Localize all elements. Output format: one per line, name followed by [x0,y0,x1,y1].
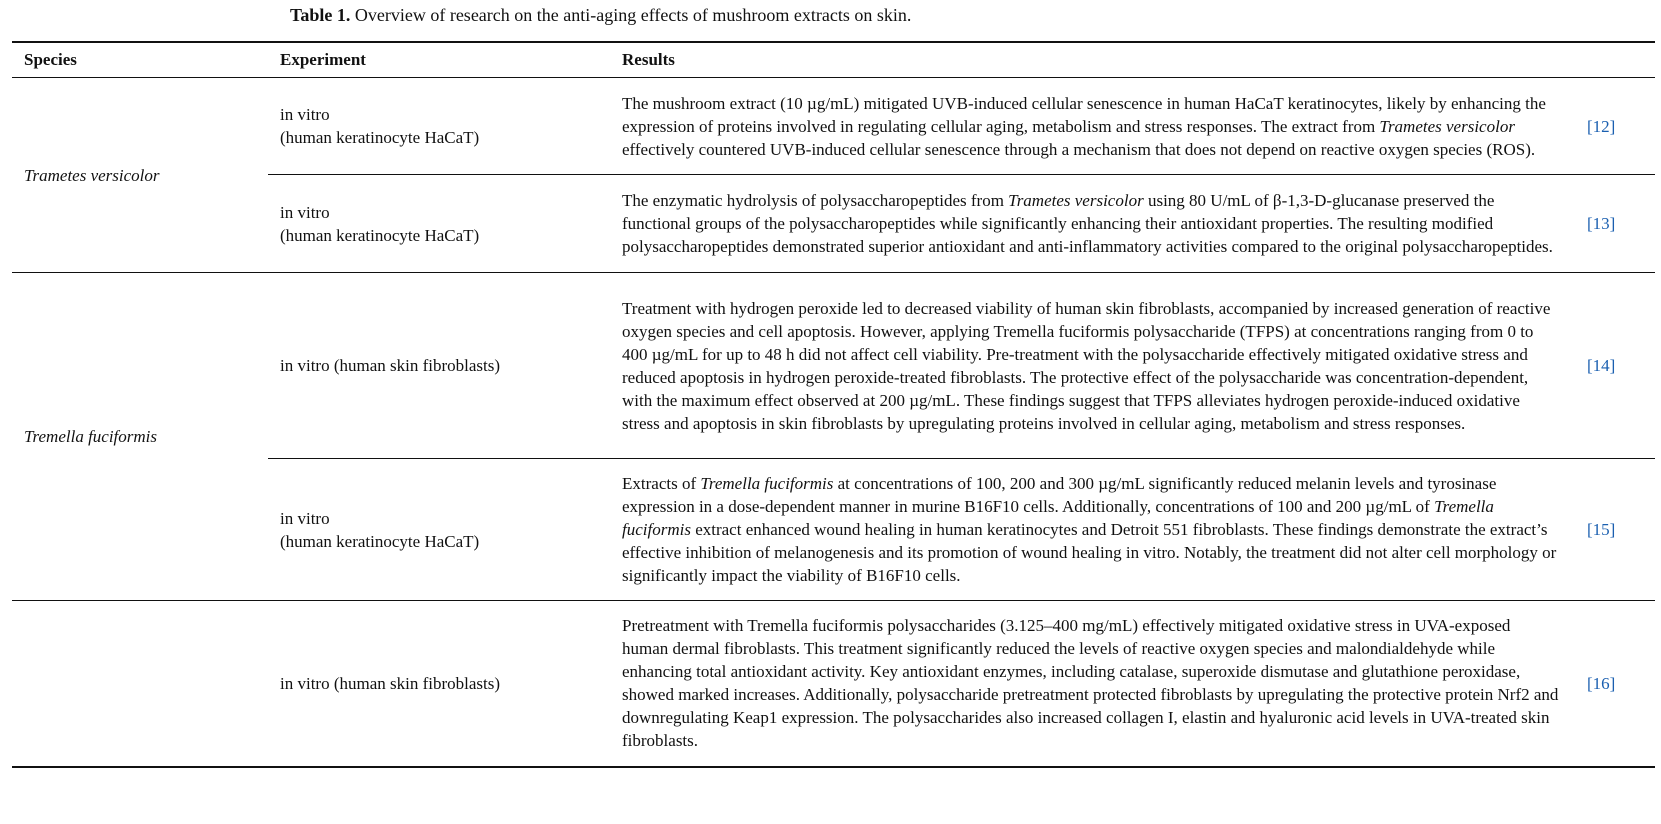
experiment-cell [268,78,619,175]
experiment-cell [268,175,619,273]
results-cell [619,175,1569,273]
header-row [12,42,1655,78]
reference-link[interactable]: [12] [1569,78,1655,175]
experiment-line: in vitro [280,508,330,528]
species-cell: Tremella fuciformis [12,273,268,601]
header-reference [1569,42,1655,78]
results-cell [619,601,1569,767]
experiment-line: (human keratinocyte HaCaT) [280,128,480,147]
results-text: Treatment with hydrogen peroxide led to decreased viability of human skin fibroblasts, accompanied by increased generation of reactive oxygen species and cell apoptosis. However, applying Tremella fuciformis polysaccharide (TFPS) at concentrations ranging from 0 to 400 µg/mL for up to 48 h did not affect cell viability. Pre-treatment with the polysaccharide effectively mitigated oxidative stress and reduced apoptosis in hydrogen peroxide-treated fibroblasts. The protective effect of the polysaccharide was concentration-dependent, with the maximum effect observed at 200 µg/mL. These findings suggest that TFPS alleviates hydrogen peroxide-induced oxidative stress and apoptosis in skin fibroblasts by upregulating proteins involved in cellular aging, metabolism and stress responses. [622,298,1551,433]
experiment-line: in vitro (human skin fibroblasts) [280,356,501,375]
experiment-cell [268,459,619,601]
header-experiment: Experiment [268,42,619,78]
results-text: Extracts of [622,474,701,493]
table-row [12,273,1655,459]
results-italic: Trametes versicolor [1379,116,1515,136]
caption-label: Table 1. [290,5,351,25]
results-text: The enzymatic hydrolysis of polysaccharopeptides from [622,191,1009,210]
caption-text: Overview of research on the anti-aging effects of mushroom extracts on skin. [354,5,912,25]
header-species: Species [12,42,268,78]
species-cell: Trametes versicolor [12,78,268,273]
results-text: using 80 U/mL of β-1,3-D-glucanase preserved the functional groups of the polysaccharopeptides while significantly enhancing their antioxidant properties. The resulting modified polysaccharopeptides demonstrated superior antioxidant and anti-inflammatory activities compared to the original polysaccharopeptides. [622,191,1553,256]
results-italic: Tremella fuciformis [622,497,1494,539]
results-cell [619,459,1569,601]
results-text: The mushroom extract (10 µg/mL) mitigated UVB-induced cellular senescence in human HaCaT keratinocytes, likely by enhancing the expression of proteins involved in regulating cellular aging, metabolism and stress responses. The extract from [622,93,1546,136]
table-caption [290,4,911,26]
results-text: at concentrations of 100, 200 and 300 µg/mL significantly reduced melanin levels and tyrosinase expression in a dose-dependent manner in murine B16F10 cells. Additionally, concentrations of 100 and 200 µg/mL of [622,474,1497,516]
results-text: Pretreatment with Tremella fuciformis polysaccharides (3.125–400 mg/mL) effectively mitigated oxidative stress in UVA-exposed human dermal fibroblasts. This treatment significantly reduced the levels of reactive oxygen species and malondialdehyde while enhancing total antioxidant activity. Key antioxidant enzymes, including catalase, superoxide dismutase and glutathione peroxidase, showed marked increases. Additionally, polysaccharide pretreatment protected fibroblasts by upregulating the protective protein Nrf2 and downregulating Keap1 expression. The polysaccharides also increased collagen I, elastin and hyaluronic acid levels in UVA-treated skin fibroblasts. [622,616,1559,751]
header-results: Results [619,42,1569,78]
reference-link[interactable]: [14] [1569,273,1655,459]
results-italic: Trametes versicolor [1008,191,1144,210]
experiment-line: (human keratinocyte HaCaT) [280,225,480,245]
experiment-line: in vitro [280,202,330,222]
experiment-cell [268,601,619,767]
experiment-line: in vitro (human skin fibroblasts) [280,673,501,693]
table-row [12,78,1655,175]
results-text: effectively countered UVB-induced cellular senescence through a mechanism that does not depend on reactive oxygen species (ROS). [622,139,1536,159]
experiment-line: (human keratinocyte HaCaT) [280,531,480,551]
overview-table [12,41,1655,768]
results-cell [619,273,1569,459]
species-cell [12,601,268,767]
results-cell [619,78,1569,175]
results-text: extract enhanced wound healing in human keratinocytes and Detroit 551 fibroblasts. These findings demonstrate the extract’s effective inhibition of melanogenesis and its promotion of wound healing in vitro. Notably, the treatment did not alter cell morphology or significantly impact the viability of B16F10 cells. [622,520,1557,585]
reference-link[interactable]: [13] [1569,175,1655,273]
reference-link[interactable]: [15] [1569,459,1655,601]
reference-link[interactable]: [16] [1587,673,1616,693]
experiment-line: in vitro [280,105,330,124]
experiment-cell [268,273,619,459]
table-row [12,601,1655,767]
results-italic: Tremella fuciformis [700,474,834,493]
